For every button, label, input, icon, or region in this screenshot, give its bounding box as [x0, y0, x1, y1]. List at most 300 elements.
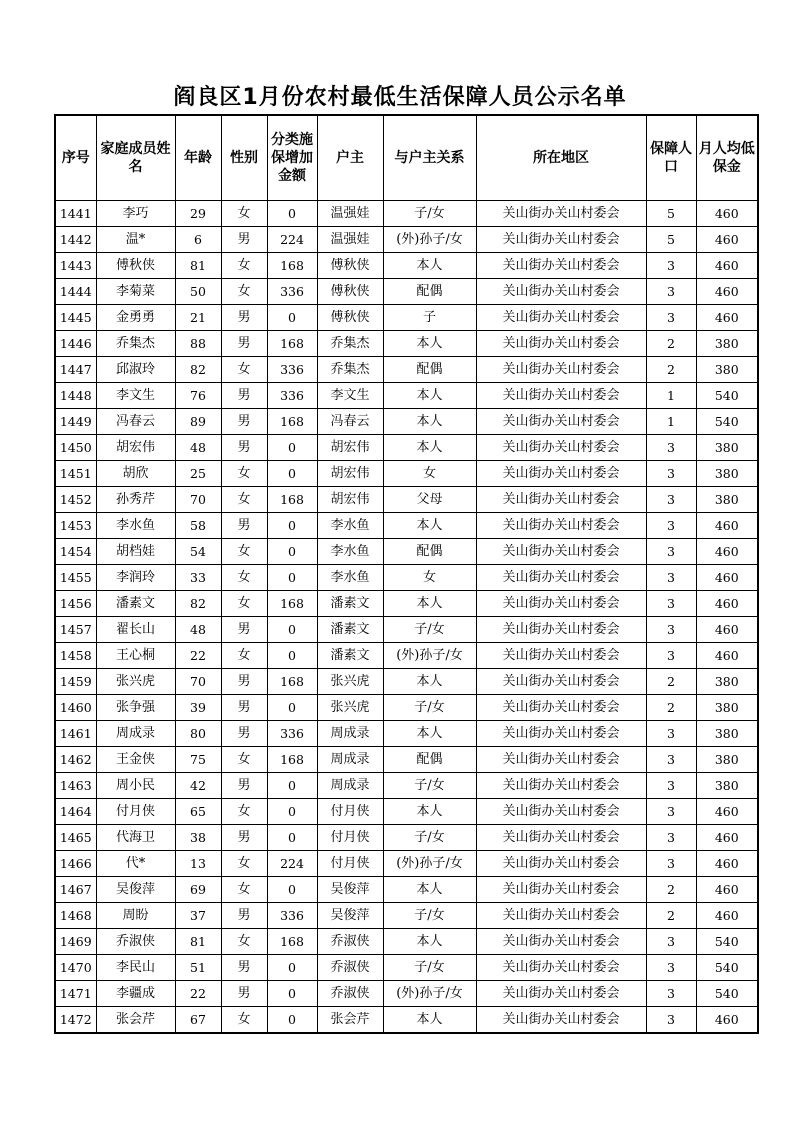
cell-monthly-allowance: 460 [696, 643, 758, 669]
cell-age: 48 [175, 617, 221, 643]
cell-region: 关山街办关山村委会 [476, 669, 646, 695]
cell-relationship: 子/女 [383, 773, 476, 799]
cell-household-head: 张会芹 [317, 1007, 383, 1034]
cell-gender: 女 [221, 357, 267, 383]
cell-gender: 女 [221, 799, 267, 825]
cell-monthly-allowance: 380 [696, 331, 758, 357]
header-member-name: 家庭成员姓名 [96, 115, 175, 201]
header-serial: 序号 [55, 115, 96, 201]
cell-covered-persons: 3 [646, 929, 696, 955]
cell-monthly-allowance: 460 [696, 253, 758, 279]
cell-household-head: 乔淑侠 [317, 929, 383, 955]
cell-serial: 1456 [55, 591, 96, 617]
table-row [55, 591, 758, 617]
cell-relationship: 本人 [383, 383, 476, 409]
table-row [55, 825, 758, 851]
cell-gender: 男 [221, 227, 267, 253]
cell-relationship: 本人 [383, 591, 476, 617]
cell-age: 75 [175, 747, 221, 773]
cell-age: 13 [175, 851, 221, 877]
cell-extra-amount: 0 [267, 201, 317, 227]
cell-age: 25 [175, 461, 221, 487]
cell-monthly-allowance: 540 [696, 955, 758, 981]
cell-serial: 1454 [55, 539, 96, 565]
cell-age: 70 [175, 669, 221, 695]
cell-covered-persons: 2 [646, 903, 696, 929]
cell-relationship: 本人 [383, 435, 476, 461]
cell-region: 关山街办关山村委会 [476, 227, 646, 253]
cell-member-name: 胡宏伟 [96, 435, 175, 461]
cell-household-head: 周成录 [317, 721, 383, 747]
cell-monthly-allowance: 540 [696, 409, 758, 435]
cell-household-head: 傅秋侠 [317, 253, 383, 279]
cell-region: 关山街办关山村委会 [476, 1007, 646, 1034]
cell-household-head: 胡宏伟 [317, 487, 383, 513]
cell-household-head: 胡宏伟 [317, 461, 383, 487]
cell-covered-persons: 1 [646, 383, 696, 409]
cell-household-head: 傅秋侠 [317, 279, 383, 305]
table-row [55, 747, 758, 773]
cell-gender: 男 [221, 955, 267, 981]
cell-covered-persons: 3 [646, 617, 696, 643]
cell-region: 关山街办关山村委会 [476, 565, 646, 591]
table-row [55, 799, 758, 825]
cell-age: 69 [175, 877, 221, 903]
cell-household-head: 张兴虎 [317, 669, 383, 695]
cell-serial: 1458 [55, 643, 96, 669]
cell-age: 81 [175, 929, 221, 955]
cell-extra-amount: 336 [267, 357, 317, 383]
cell-covered-persons: 3 [646, 435, 696, 461]
cell-monthly-allowance: 540 [696, 929, 758, 955]
cell-covered-persons: 3 [646, 643, 696, 669]
cell-extra-amount: 168 [267, 591, 317, 617]
table-row [55, 461, 758, 487]
cell-covered-persons: 2 [646, 669, 696, 695]
cell-relationship: 子/女 [383, 955, 476, 981]
cell-relationship: 本人 [383, 877, 476, 903]
table-row [55, 253, 758, 279]
cell-region: 关山街办关山村委会 [476, 851, 646, 877]
cell-relationship: 子/女 [383, 201, 476, 227]
cell-region: 关山街办关山村委会 [476, 981, 646, 1007]
cell-monthly-allowance: 460 [696, 903, 758, 929]
cell-gender: 女 [221, 877, 267, 903]
cell-covered-persons: 3 [646, 513, 696, 539]
table-row [55, 357, 758, 383]
table-row [55, 487, 758, 513]
cell-member-name: 李文生 [96, 383, 175, 409]
cell-household-head: 潘素文 [317, 643, 383, 669]
cell-monthly-allowance: 380 [696, 721, 758, 747]
cell-serial: 1455 [55, 565, 96, 591]
cell-covered-persons: 3 [646, 773, 696, 799]
cell-monthly-allowance: 460 [696, 1007, 758, 1034]
cell-extra-amount: 168 [267, 331, 317, 357]
cell-extra-amount: 0 [267, 305, 317, 331]
cell-member-name: 傅秋侠 [96, 253, 175, 279]
cell-monthly-allowance: 460 [696, 539, 758, 565]
cell-age: 38 [175, 825, 221, 851]
cell-region: 关山街办关山村委会 [476, 461, 646, 487]
cell-gender: 男 [221, 331, 267, 357]
cell-gender: 男 [221, 435, 267, 461]
cell-age: 65 [175, 799, 221, 825]
cell-covered-persons: 2 [646, 695, 696, 721]
cell-gender: 男 [221, 513, 267, 539]
cell-gender: 女 [221, 643, 267, 669]
cell-serial: 1448 [55, 383, 96, 409]
cell-serial: 1463 [55, 773, 96, 799]
cell-household-head: 周成录 [317, 773, 383, 799]
cell-monthly-allowance: 380 [696, 487, 758, 513]
table-row [55, 981, 758, 1007]
cell-gender: 男 [221, 409, 267, 435]
cell-relationship: 本人 [383, 721, 476, 747]
cell-monthly-allowance: 380 [696, 773, 758, 799]
cell-gender: 男 [221, 825, 267, 851]
cell-gender: 女 [221, 591, 267, 617]
cell-covered-persons: 3 [646, 279, 696, 305]
cell-household-head: 乔集杰 [317, 331, 383, 357]
cell-age: 21 [175, 305, 221, 331]
table-row [55, 565, 758, 591]
cell-relationship: 本人 [383, 253, 476, 279]
cell-region: 关山街办关山村委会 [476, 929, 646, 955]
cell-member-name: 王心桐 [96, 643, 175, 669]
cell-serial: 1445 [55, 305, 96, 331]
cell-covered-persons: 3 [646, 721, 696, 747]
cell-region: 关山街办关山村委会 [476, 747, 646, 773]
cell-covered-persons: 3 [646, 825, 696, 851]
cell-household-head: 潘素文 [317, 617, 383, 643]
cell-age: 89 [175, 409, 221, 435]
cell-member-name: 周成录 [96, 721, 175, 747]
cell-gender: 男 [221, 773, 267, 799]
cell-region: 关山街办关山村委会 [476, 305, 646, 331]
cell-age: 80 [175, 721, 221, 747]
cell-member-name: 周盼 [96, 903, 175, 929]
header-extra-amount: 分类施保增加金额 [267, 115, 317, 201]
cell-extra-amount: 168 [267, 253, 317, 279]
cell-covered-persons: 3 [646, 461, 696, 487]
cell-member-name: 翟长山 [96, 617, 175, 643]
cell-relationship: 子/女 [383, 695, 476, 721]
cell-covered-persons: 5 [646, 201, 696, 227]
cell-monthly-allowance: 460 [696, 227, 758, 253]
cell-relationship: 女 [383, 461, 476, 487]
cell-age: 54 [175, 539, 221, 565]
cell-covered-persons: 3 [646, 305, 696, 331]
table-header-row [55, 115, 758, 201]
cell-region: 关山街办关山村委会 [476, 877, 646, 903]
table-row [55, 513, 758, 539]
cell-age: 50 [175, 279, 221, 305]
cell-relationship: 本人 [383, 929, 476, 955]
cell-covered-persons: 3 [646, 955, 696, 981]
cell-extra-amount: 168 [267, 409, 317, 435]
cell-region: 关山街办关山村委会 [476, 825, 646, 851]
cell-gender: 男 [221, 669, 267, 695]
cell-relationship: 父母 [383, 487, 476, 513]
cell-gender: 男 [221, 903, 267, 929]
cell-monthly-allowance: 540 [696, 383, 758, 409]
cell-extra-amount: 0 [267, 461, 317, 487]
cell-member-name: 李菊菜 [96, 279, 175, 305]
cell-relationship: 本人 [383, 799, 476, 825]
cell-age: 81 [175, 253, 221, 279]
cell-relationship: 子/女 [383, 903, 476, 929]
cell-serial: 1453 [55, 513, 96, 539]
cell-region: 关山街办关山村委会 [476, 539, 646, 565]
cell-covered-persons: 2 [646, 331, 696, 357]
cell-member-name: 邱淑玲 [96, 357, 175, 383]
cell-region: 关山街办关山村委会 [476, 383, 646, 409]
cell-serial: 1444 [55, 279, 96, 305]
cell-member-name: 吴俊萍 [96, 877, 175, 903]
cell-age: 37 [175, 903, 221, 929]
cell-extra-amount: 0 [267, 955, 317, 981]
cell-region: 关山街办关山村委会 [476, 513, 646, 539]
cell-covered-persons: 3 [646, 799, 696, 825]
cell-member-name: 王金侠 [96, 747, 175, 773]
cell-age: 22 [175, 643, 221, 669]
cell-extra-amount: 168 [267, 747, 317, 773]
cell-monthly-allowance: 380 [696, 695, 758, 721]
table-row [55, 279, 758, 305]
table-row [55, 721, 758, 747]
cell-extra-amount: 0 [267, 565, 317, 591]
header-covered-persons: 保障人口 [646, 115, 696, 201]
cell-member-name: 孙秀芹 [96, 487, 175, 513]
cell-age: 88 [175, 331, 221, 357]
cell-gender: 男 [221, 695, 267, 721]
cell-serial: 1461 [55, 721, 96, 747]
cell-serial: 1465 [55, 825, 96, 851]
cell-serial: 1471 [55, 981, 96, 1007]
cell-extra-amount: 0 [267, 1007, 317, 1034]
cell-gender: 女 [221, 1007, 267, 1034]
cell-member-name: 乔淑侠 [96, 929, 175, 955]
cell-household-head: 温强娃 [317, 201, 383, 227]
cell-extra-amount: 168 [267, 929, 317, 955]
cell-serial: 1468 [55, 903, 96, 929]
table-row [55, 331, 758, 357]
cell-monthly-allowance: 380 [696, 747, 758, 773]
cell-member-name: 李巧 [96, 201, 175, 227]
cell-extra-amount: 168 [267, 487, 317, 513]
table-row [55, 409, 758, 435]
cell-region: 关山街办关山村委会 [476, 487, 646, 513]
cell-household-head: 乔集杰 [317, 357, 383, 383]
cell-household-head: 温强娃 [317, 227, 383, 253]
cell-monthly-allowance: 460 [696, 513, 758, 539]
table-body [55, 201, 758, 1034]
cell-serial: 1464 [55, 799, 96, 825]
cell-covered-persons: 3 [646, 253, 696, 279]
cell-gender: 女 [221, 565, 267, 591]
cell-monthly-allowance: 460 [696, 305, 758, 331]
cell-serial: 1467 [55, 877, 96, 903]
cell-region: 关山街办关山村委会 [476, 721, 646, 747]
cell-extra-amount: 0 [267, 825, 317, 851]
cell-member-name: 周小民 [96, 773, 175, 799]
cell-monthly-allowance: 460 [696, 851, 758, 877]
cell-region: 关山街办关山村委会 [476, 617, 646, 643]
cell-household-head: 潘素文 [317, 591, 383, 617]
cell-extra-amount: 0 [267, 539, 317, 565]
cell-extra-amount: 0 [267, 513, 317, 539]
cell-household-head: 付月侠 [317, 825, 383, 851]
cell-extra-amount: 336 [267, 903, 317, 929]
cell-serial: 1462 [55, 747, 96, 773]
cell-serial: 1466 [55, 851, 96, 877]
cell-relationship: 配偶 [383, 539, 476, 565]
cell-age: 42 [175, 773, 221, 799]
cell-relationship: (外)孙子/女 [383, 851, 476, 877]
cell-region: 关山街办关山村委会 [476, 435, 646, 461]
cell-covered-persons: 2 [646, 357, 696, 383]
cell-monthly-allowance: 380 [696, 357, 758, 383]
cell-member-name: 李润玲 [96, 565, 175, 591]
cell-region: 关山街办关山村委会 [476, 201, 646, 227]
cell-relationship: 配偶 [383, 357, 476, 383]
cell-member-name: 胡档娃 [96, 539, 175, 565]
cell-region: 关山街办关山村委会 [476, 773, 646, 799]
cell-serial: 1470 [55, 955, 96, 981]
cell-member-name: 张争强 [96, 695, 175, 721]
cell-age: 67 [175, 1007, 221, 1034]
cell-household-head: 李水鱼 [317, 565, 383, 591]
table-row [55, 539, 758, 565]
cell-member-name: 温* [96, 227, 175, 253]
cell-monthly-allowance: 380 [696, 435, 758, 461]
cell-age: 76 [175, 383, 221, 409]
cell-age: 70 [175, 487, 221, 513]
cell-extra-amount: 224 [267, 227, 317, 253]
cell-monthly-allowance: 380 [696, 669, 758, 695]
cell-monthly-allowance: 460 [696, 825, 758, 851]
cell-household-head: 胡宏伟 [317, 435, 383, 461]
cell-household-head: 付月侠 [317, 799, 383, 825]
cell-member-name: 张兴虎 [96, 669, 175, 695]
table-row [55, 929, 758, 955]
cell-age: 48 [175, 435, 221, 461]
cell-monthly-allowance: 380 [696, 461, 758, 487]
cell-region: 关山街办关山村委会 [476, 903, 646, 929]
table-row [55, 695, 758, 721]
recipient-table [54, 114, 759, 1034]
table-row [55, 383, 758, 409]
cell-member-name: 胡欣 [96, 461, 175, 487]
cell-covered-persons: 2 [646, 877, 696, 903]
cell-covered-persons: 3 [646, 851, 696, 877]
cell-monthly-allowance: 460 [696, 617, 758, 643]
cell-gender: 男 [221, 383, 267, 409]
cell-household-head: 张兴虎 [317, 695, 383, 721]
table-row [55, 435, 758, 461]
cell-relationship: 本人 [383, 669, 476, 695]
cell-gender: 女 [221, 539, 267, 565]
cell-age: 39 [175, 695, 221, 721]
cell-region: 关山街办关山村委会 [476, 799, 646, 825]
cell-relationship: 女 [383, 565, 476, 591]
cell-serial: 1447 [55, 357, 96, 383]
cell-relationship: 子/女 [383, 825, 476, 851]
cell-relationship: 本人 [383, 513, 476, 539]
cell-member-name: 冯春云 [96, 409, 175, 435]
cell-serial: 1460 [55, 695, 96, 721]
cell-monthly-allowance: 460 [696, 201, 758, 227]
cell-gender: 男 [221, 721, 267, 747]
cell-covered-persons: 3 [646, 539, 696, 565]
cell-monthly-allowance: 460 [696, 565, 758, 591]
cell-relationship: 本人 [383, 1007, 476, 1034]
cell-serial: 1449 [55, 409, 96, 435]
cell-extra-amount: 0 [267, 435, 317, 461]
table-row [55, 617, 758, 643]
cell-household-head: 乔淑侠 [317, 955, 383, 981]
cell-relationship: 配偶 [383, 747, 476, 773]
cell-serial: 1469 [55, 929, 96, 955]
header-relationship: 与户主关系 [383, 115, 476, 201]
cell-serial: 1472 [55, 1007, 96, 1034]
cell-gender: 女 [221, 461, 267, 487]
cell-monthly-allowance: 460 [696, 877, 758, 903]
cell-covered-persons: 3 [646, 591, 696, 617]
cell-serial: 1441 [55, 201, 96, 227]
table-row [55, 955, 758, 981]
header-gender: 性别 [221, 115, 267, 201]
table-row [55, 1007, 758, 1034]
page-title: 阎良区1月份农村最低生活保障人员公示名单 [173, 85, 627, 110]
cell-region: 关山街办关山村委会 [476, 357, 646, 383]
cell-region: 关山街办关山村委会 [476, 253, 646, 279]
cell-monthly-allowance: 540 [696, 981, 758, 1007]
cell-member-name: 付月侠 [96, 799, 175, 825]
cell-member-name: 李疆成 [96, 981, 175, 1007]
table-row [55, 643, 758, 669]
cell-relationship: (外)孙子/女 [383, 981, 476, 1007]
header-age: 年龄 [175, 115, 221, 201]
cell-gender: 女 [221, 851, 267, 877]
cell-covered-persons: 3 [646, 487, 696, 513]
cell-member-name: 乔集杰 [96, 331, 175, 357]
cell-extra-amount: 224 [267, 851, 317, 877]
header-monthly-allowance: 月人均低保金 [696, 115, 758, 201]
cell-covered-persons: 3 [646, 747, 696, 773]
cell-gender: 男 [221, 981, 267, 1007]
cell-household-head: 李文生 [317, 383, 383, 409]
table-row [55, 201, 758, 227]
cell-relationship: (外)孙子/女 [383, 227, 476, 253]
cell-gender: 男 [221, 305, 267, 331]
cell-region: 关山街办关山村委会 [476, 643, 646, 669]
cell-age: 29 [175, 201, 221, 227]
cell-region: 关山街办关山村委会 [476, 695, 646, 721]
table-row [55, 851, 758, 877]
cell-age: 22 [175, 981, 221, 1007]
cell-region: 关山街办关山村委会 [476, 331, 646, 357]
cell-age: 33 [175, 565, 221, 591]
cell-household-head: 周成录 [317, 747, 383, 773]
cell-relationship: (外)孙子/女 [383, 643, 476, 669]
cell-gender: 女 [221, 747, 267, 773]
cell-relationship: 子 [383, 305, 476, 331]
cell-member-name: 金勇勇 [96, 305, 175, 331]
cell-extra-amount: 168 [267, 669, 317, 695]
cell-relationship: 子/女 [383, 617, 476, 643]
